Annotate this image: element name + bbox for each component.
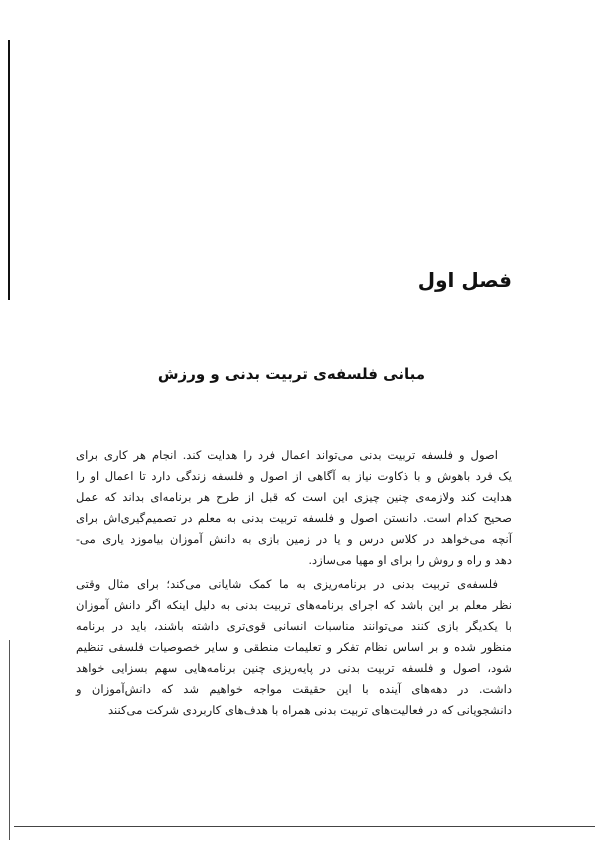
paragraph-line: فلسفه‌ی تربیت بدنی در برنامه‌ریزی به ما کمک شایانی می‌کند؛ برای مثال وقتی [76, 577, 498, 592]
body-text [76, 445, 512, 721]
paragraph-line: دانشجویانی که در فعالیت‌های تربیت بدنی همراه با هدف‌های کاربردی شرکت می‌کنند [107, 702, 512, 717]
scan-edge-left [8, 40, 10, 300]
paragraph-line: نظر معلم بر این باشد که اجرای برنامه‌های تربیت بدنی به دلیل اینکه اگر دانش آموزان [76, 598, 512, 613]
paragraph-line: شود، اصول و فلسفه تربیت بدنی در پایه‌ریزی چنین برنامه‌هایی سهم بسزایی خواهد [76, 661, 512, 676]
paragraph-line: دهد و راه و روش را برای او مهیا می‌سازد. [308, 552, 512, 567]
paragraph-line: هدایت کند ولازمه‌ی چنین چیزی این است که قبل از طرح هر برنامه‌ای بداند که عمل [76, 489, 512, 504]
paragraph-line: صحیح کدام است. دانستن اصول و فلسفه تربیت بدنی به معلم در تصمیم‌گیری‌اش برای [76, 510, 512, 525]
scan-edge-bottom [14, 826, 595, 827]
paragraph-line: یک فرد باهوش و با ذکاوت نیاز به آگاهی از اصول و فلسفه زندگی دارد تا اعمال او را [76, 468, 512, 483]
paragraph-line: با یکدیگر بازی کنند می‌توانند مناسبات انسانی قوی‌تری داشته باشند، باید در برنامه [76, 619, 512, 634]
paragraph-line: اصول و فلسفه تربیت بدنی می‌تواند اعمال فرد را هدایت کند. انجام هر کاری برای [76, 448, 498, 462]
paragraph-line: آنچه می‌خواهد در کلاس درس و یا در زمین بازی به دانش آموزان بیاموزد یاری می- [76, 531, 512, 546]
chapter-title: فصل اول [417, 268, 512, 292]
scan-edge-left-lower [9, 640, 10, 840]
paragraph-2 [76, 574, 512, 720]
paragraph-line: منظور شده و بر اساس نظام تفکر و تعلیمات منطقی و سایر خصوصیات فلسفی تنظیم [76, 640, 512, 655]
section-title: مبانی فلسفه‌ی تربیت بدنی و ورزش [157, 365, 425, 383]
paragraph-line: داشت. در دهه‌های آینده با این حقیقت مواجه خواهیم شد که دانش‌آموزان و [76, 681, 512, 696]
paragraph-1 [76, 445, 512, 570]
